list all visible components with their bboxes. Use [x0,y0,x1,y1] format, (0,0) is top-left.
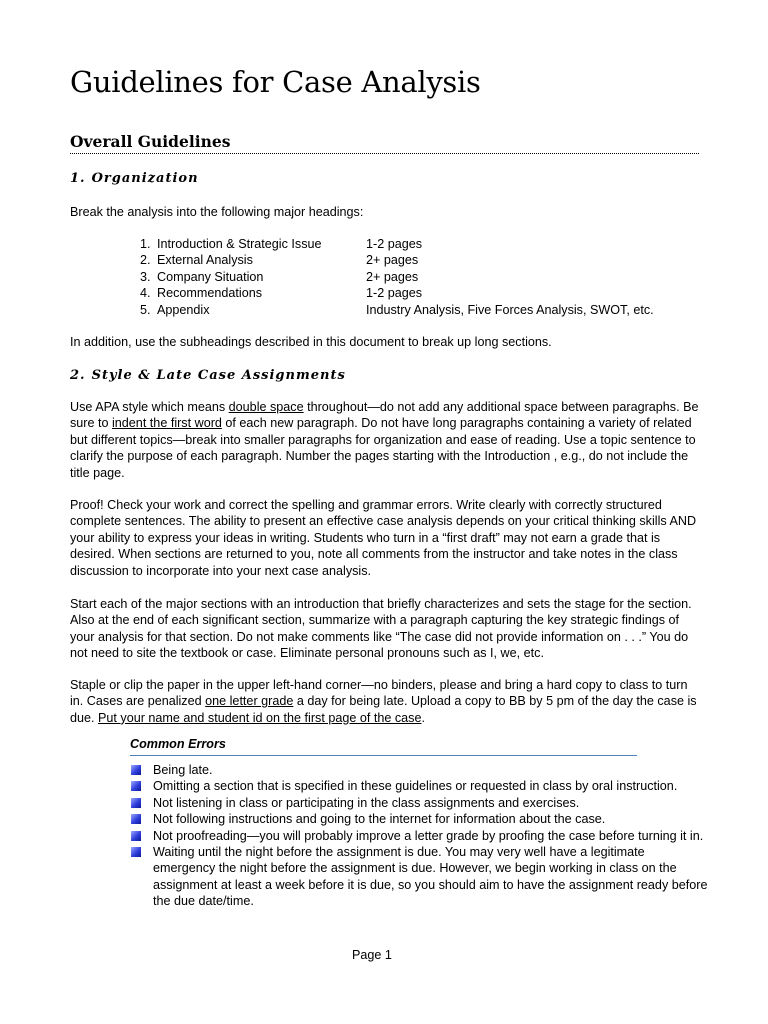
major-headings-list [140,236,654,318]
square-bullet-icon [131,814,141,824]
underlined-text: one letter grade [205,694,294,709]
style-paragraph-apa [70,399,700,481]
major-heading-row [140,252,654,268]
major-heading-name: External Analysis [157,253,253,268]
major-heading-name: Company Situation [157,269,264,284]
common-errors-title: Common Errors [130,737,637,756]
major-heading-length: 1-2 pages [366,286,423,301]
text-run: Use APA style which means [70,400,229,414]
major-heading-number: 1. [140,237,151,251]
major-heading-name: Appendix [157,302,210,317]
organization-note: In addition, use the subheadings described in this document to break up long sections. [70,335,552,349]
section-heading: Overall Guidelines [70,132,699,154]
style-heading-number: 2. [70,368,86,383]
list-item [130,811,710,827]
major-heading-number: 5. [140,302,151,317]
list-item [130,795,710,811]
style-heading [70,368,346,383]
major-heading-row [140,285,654,301]
square-bullet-icon [131,781,141,791]
page-number: Page 1 [352,948,392,962]
text-run: of each new paragraph. Do not have long paragraphs containing a variety of related but different topics—break into smaller paragraphs for organization and ease of reading. Use a topic sentence to clarify the purpose of each paragraph. Number the pages starting with the Introduction , e.g., do not include the title page. [70,416,696,480]
list-item-text: Waiting until the night before the assignment is due. You may very well have a legitimate emergency the night before the assignment is due. However, we begin working in class on the assignment at least a week before it is due, so you should aim to have the assignment ready before the due date/time. [153,845,708,909]
major-heading-length: 2+ pages [366,253,419,268]
style-paragraph-sections: Start each of the major sections with an introduction that briefly characterizes and sets the stage for the section. Also at the end of each significant section, summarize with a paragraph capturing the key strategic findings of your analysis for that section. Do not make comments like “The case did not provide information on . . .” You do not need to site the textbook or case. Eliminate personal pronouns such as I, we, etc. [70,597,692,661]
list-item-text: Omitting a section that is specified in these guidelines or requested in class by oral instruction. [153,779,678,794]
organization-intro: Break the analysis into the following major headings: [70,205,364,219]
organization-heading-number: 1. [70,171,86,186]
list-item-text: Not following instructions and going to the internet for information about the case. [153,812,606,827]
major-heading-length: Industry Analysis, Five Forces Analysis, SWOT, etc. [366,302,654,317]
style-paragraph-submission [70,677,700,726]
document-page [70,0,708,1024]
common-errors-box [130,737,710,910]
list-item-text: Not proofreading—you will probably improve a letter grade by proofing the case before turning it in. [153,828,704,843]
major-heading-number: 4. [140,286,151,301]
list-item-text: Being late. [153,763,213,777]
major-heading-row [140,302,654,318]
major-heading-row [140,236,654,252]
underlined-text: Put your name and student id on the first page of the case [98,710,422,725]
list-item [130,762,710,778]
list-item [130,828,710,844]
style-heading-text: Style & Late Case Assignments [91,368,346,383]
major-heading-length: 2+ pages [366,269,419,284]
square-bullet-icon [131,831,141,841]
list-item [130,844,710,910]
document-title: Guidelines for Case Analysis [70,65,481,99]
square-bullet-icon [131,765,141,775]
list-item-text: Not listening in class or participating in the class assignments and exercises. [153,795,580,810]
square-bullet-icon [131,798,141,808]
major-heading-length: 1-2 pages [366,237,423,251]
underlined-text: indent the first word [112,416,222,431]
text-run: a day for being late. Upload a copy to BB by 5 pm of the day the case is due. [70,694,697,725]
major-heading-name: Recommendations [157,286,262,301]
major-heading-row [140,269,654,285]
text-run: throughout—do not add any additional space between paragraphs. Be sure to [70,400,699,431]
text-run: Staple or clip the paper in the upper left-hand corner—no binders, please and bring a hard copy to class to turn in. Cases are penalized [70,678,688,709]
square-bullet-icon [131,847,141,857]
underlined-text: double space [228,400,304,414]
list-item [130,778,710,794]
organization-heading [70,171,199,186]
style-paragraph-proof: Proof! Check your work and correct the spelling and grammar errors. Write clearly with correctly structured complete sentences. The ability to present an effective case analysis depends on your critical thinking skills AND your ability to express your ideas in writing. Students who turn in a “first draft” may not earn a grade that is desired. When sections are returned to you, note all comments from the instructor and take notes in the class discussion to incorporate into your next case analysis. [70,498,697,578]
text-run: . [421,710,425,725]
major-heading-number: 2. [140,253,151,268]
organization-heading-text: Organization [91,171,199,186]
major-heading-number: 3. [140,269,151,284]
common-errors-list [130,762,710,910]
major-heading-name: Introduction & Strategic Issue [157,237,322,251]
